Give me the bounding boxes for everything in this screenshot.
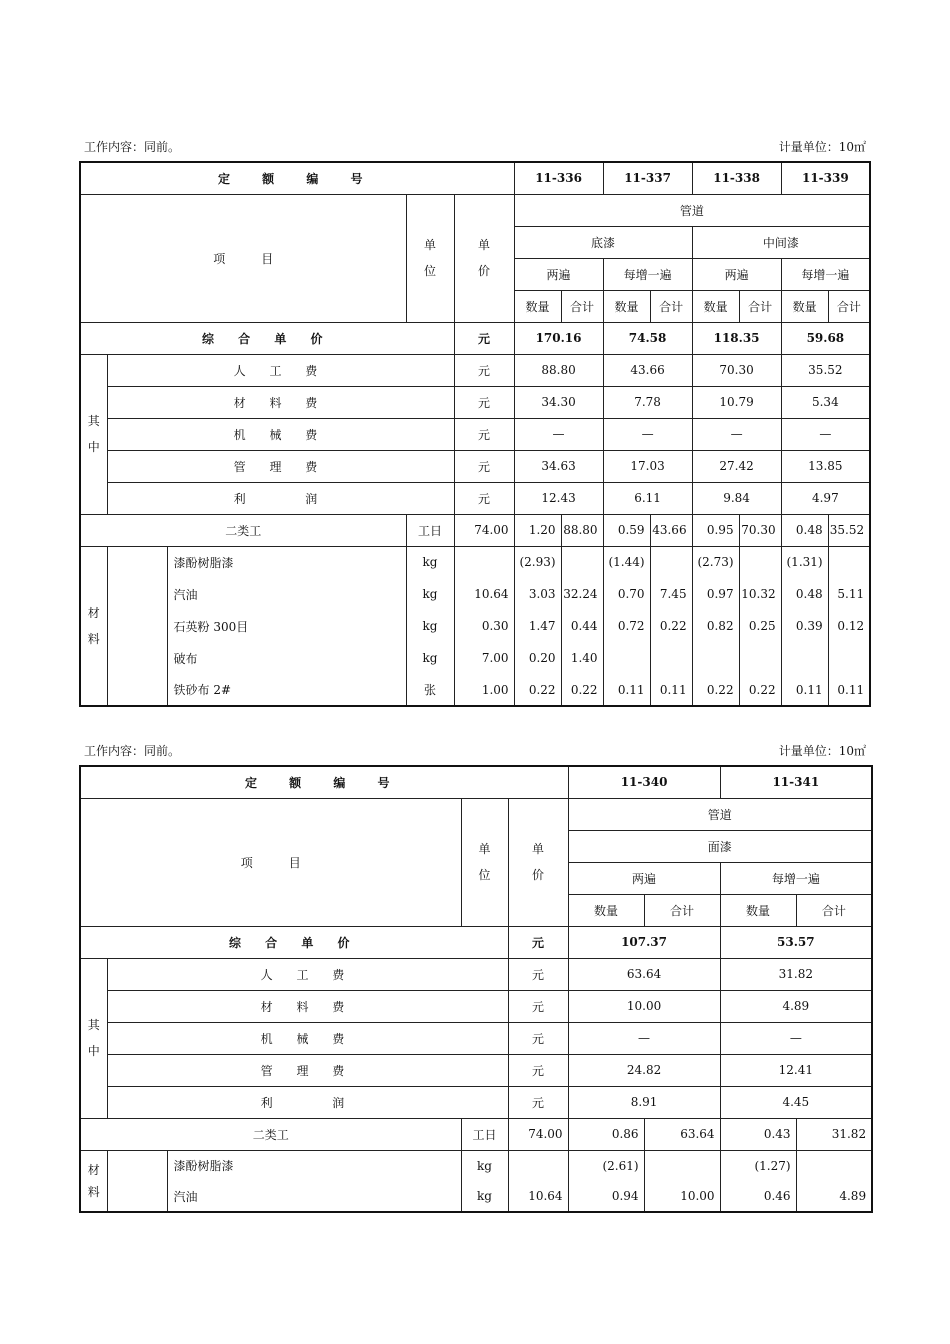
measure-unit-label: 计量单位：10㎡ <box>778 140 866 154</box>
material-cell <box>692 642 739 674</box>
material-cell: 0.22 <box>739 674 781 706</box>
cost-value: 24.82 <box>568 1054 720 1086</box>
material-cell: 4.89 <box>796 1181 872 1212</box>
material-label: 材料 <box>80 1150 107 1212</box>
material-cell: 0.94 <box>568 1181 644 1212</box>
unit-cell: 元 <box>454 354 514 386</box>
cost-value: 63.64 <box>568 958 720 990</box>
pass-header: 每增一遍 <box>781 258 870 290</box>
labor-cell: 1.20 <box>514 514 561 546</box>
cost-value: 10.79 <box>692 386 781 418</box>
material-cell: (1.27) <box>720 1150 796 1181</box>
price-header: 单价 <box>454 194 514 322</box>
subgroup-header: 中间漆 <box>692 226 870 258</box>
material-cell: 0.20 <box>514 642 561 674</box>
unit-cell: 元 <box>508 926 568 958</box>
material-name: 石英粉 300目 <box>167 610 406 642</box>
cost-value: — <box>568 1022 720 1054</box>
material-cell <box>650 642 692 674</box>
material-cell: (2.93) <box>514 546 561 578</box>
quota-code: 11-340 <box>568 766 720 798</box>
material-cell <box>650 546 692 578</box>
cost-value: 4.45 <box>720 1086 872 1118</box>
subgroup-header: 面漆 <box>568 830 872 862</box>
material-cell: (1.31) <box>781 546 828 578</box>
cost-value: 27.42 <box>692 450 781 482</box>
composite-value: 170.16 <box>514 322 603 354</box>
unit-cell: 元 <box>508 990 568 1022</box>
cost-value: 34.30 <box>514 386 603 418</box>
unit-cell: 张 <box>406 674 454 706</box>
material-cell: 7.45 <box>650 578 692 610</box>
material-cell <box>644 1150 720 1181</box>
material-cell: 0.22 <box>561 674 603 706</box>
labor-cell: 70.30 <box>739 514 781 546</box>
material-cell: 10.00 <box>644 1181 720 1212</box>
composite-value: 118.35 <box>692 322 781 354</box>
price-cell <box>508 1150 568 1181</box>
pass-header: 两遍 <box>514 258 603 290</box>
among-label: 其中 <box>80 354 107 514</box>
cost-value: 70.30 <box>692 354 781 386</box>
material-cell: 0.44 <box>561 610 603 642</box>
price-cell: 0.30 <box>454 610 514 642</box>
material-cell: 0.48 <box>781 578 828 610</box>
total-header: 合计 <box>828 290 870 322</box>
total-header: 合计 <box>650 290 692 322</box>
composite-value: 107.37 <box>568 926 720 958</box>
labor-cell: 88.80 <box>561 514 603 546</box>
group-header: 管道 <box>514 194 870 226</box>
cost-value: 13.85 <box>781 450 870 482</box>
material-name: 汽油 <box>167 578 406 610</box>
quota-number-label: 定 额 编 号 <box>80 766 568 798</box>
labor-cell: 0.43 <box>720 1118 796 1150</box>
composite-value: 59.68 <box>781 322 870 354</box>
material-name: 铁砂布 2# <box>167 674 406 706</box>
cost-value: 4.89 <box>720 990 872 1022</box>
unit-cell: 元 <box>454 482 514 514</box>
quota-code: 11-341 <box>720 766 872 798</box>
cost-name: 机 械 费 <box>107 418 454 450</box>
pass-header: 两遍 <box>568 862 720 894</box>
among-label: 其中 <box>80 958 107 1118</box>
cost-value: 34.63 <box>514 450 603 482</box>
work-content-label: 工作内容：同前。 <box>84 140 181 154</box>
material-cell: 0.82 <box>692 610 739 642</box>
price-header: 单价 <box>508 798 568 926</box>
labor-cell: 63.64 <box>644 1118 720 1150</box>
cost-value: 12.41 <box>720 1054 872 1086</box>
cost-name: 人 工 费 <box>107 354 454 386</box>
quota-code: 11-339 <box>781 162 870 194</box>
material-cell <box>828 546 870 578</box>
quota-code: 11-337 <box>603 162 692 194</box>
composite-value: 74.58 <box>603 322 692 354</box>
material-cell: 0.72 <box>603 610 650 642</box>
cost-value: 7.78 <box>603 386 692 418</box>
unit-cell: kg <box>461 1150 508 1181</box>
item-header: 项 目 <box>80 194 406 322</box>
cost-value: — <box>781 418 870 450</box>
material-cell: 0.97 <box>692 578 739 610</box>
cost-name: 管 理 费 <box>107 1054 508 1086</box>
price-cell: 1.00 <box>454 674 514 706</box>
qty-header: 数量 <box>603 290 650 322</box>
pass-header: 每增一遍 <box>603 258 692 290</box>
material-cell <box>739 642 781 674</box>
pass-header: 每增一遍 <box>720 862 872 894</box>
unit-cell: 工日 <box>461 1118 508 1150</box>
material-cell: 0.39 <box>781 610 828 642</box>
labor-name: 二类工 <box>80 514 406 546</box>
cost-name: 利 润 <box>107 1086 508 1118</box>
cost-name: 人 工 费 <box>107 958 508 990</box>
material-cell: 3.03 <box>514 578 561 610</box>
total-header: 合计 <box>561 290 603 322</box>
quota-table-2 <box>79 765 873 1213</box>
unit-header: 单位 <box>406 194 454 322</box>
material-blank-cell <box>107 546 167 706</box>
unit-header: 单位 <box>461 798 508 926</box>
material-label: 材料 <box>80 546 107 706</box>
material-cell: (1.44) <box>603 546 650 578</box>
material-cell: 0.22 <box>692 674 739 706</box>
pass-header: 两遍 <box>692 258 781 290</box>
material-cell: 0.22 <box>514 674 561 706</box>
cost-value: 17.03 <box>603 450 692 482</box>
cost-name: 材 料 费 <box>107 386 454 418</box>
material-name: 漆酚树脂漆 <box>167 546 406 578</box>
qty-header: 数量 <box>568 894 644 926</box>
quota-code: 11-338 <box>692 162 781 194</box>
labor-cell: 43.66 <box>650 514 692 546</box>
labor-cell: 35.52 <box>828 514 870 546</box>
total-header: 合计 <box>644 894 720 926</box>
labor-cell: 31.82 <box>796 1118 872 1150</box>
labor-cell: 0.48 <box>781 514 828 546</box>
unit-cell: 元 <box>454 322 514 354</box>
unit-cell: kg <box>406 546 454 578</box>
unit-cell: kg <box>406 610 454 642</box>
cost-value: — <box>603 418 692 450</box>
quota-table-1 <box>79 161 871 707</box>
unit-cell: 元 <box>454 418 514 450</box>
unit-cell: 元 <box>508 1022 568 1054</box>
unit-cell: kg <box>406 642 454 674</box>
material-cell: 0.25 <box>739 610 781 642</box>
material-cell: (2.73) <box>692 546 739 578</box>
cost-value: 8.91 <box>568 1086 720 1118</box>
cost-name: 材 料 费 <box>107 990 508 1022</box>
material-cell: 0.11 <box>603 674 650 706</box>
total-header: 合计 <box>796 894 872 926</box>
cost-value: 12.43 <box>514 482 603 514</box>
subgroup-header: 底漆 <box>514 226 692 258</box>
cost-name: 机 械 费 <box>107 1022 508 1054</box>
cost-value: 43.66 <box>603 354 692 386</box>
cost-name: 管 理 费 <box>107 450 454 482</box>
composite-price-label: 综 合 单 价 <box>80 926 508 958</box>
qty-header: 数量 <box>514 290 561 322</box>
cost-value: 6.11 <box>603 482 692 514</box>
price-cell <box>454 546 514 578</box>
labor-cell: 0.59 <box>603 514 650 546</box>
price-cell: 10.64 <box>508 1181 568 1212</box>
material-cell <box>739 546 781 578</box>
material-cell <box>561 546 603 578</box>
cost-value: — <box>720 1022 872 1054</box>
material-cell: 32.24 <box>561 578 603 610</box>
unit-cell: kg <box>406 578 454 610</box>
material-name: 汽油 <box>167 1181 461 1212</box>
material-cell: 0.12 <box>828 610 870 642</box>
unit-cell: 元 <box>454 450 514 482</box>
cost-value: 35.52 <box>781 354 870 386</box>
qty-header: 数量 <box>720 894 796 926</box>
cost-value: 88.80 <box>514 354 603 386</box>
material-blank-cell <box>107 1150 167 1212</box>
cost-value: — <box>514 418 603 450</box>
unit-cell: 元 <box>508 958 568 990</box>
qty-header: 数量 <box>692 290 739 322</box>
cost-name: 利 润 <box>107 482 454 514</box>
qty-header: 数量 <box>781 290 828 322</box>
material-cell: 1.47 <box>514 610 561 642</box>
price-cell: 74.00 <box>454 514 514 546</box>
material-name: 漆酚树脂漆 <box>167 1150 461 1181</box>
work-content-label: 工作内容：同前。 <box>84 744 181 758</box>
unit-cell: 工日 <box>406 514 454 546</box>
unit-cell: kg <box>461 1181 508 1212</box>
cost-value: 9.84 <box>692 482 781 514</box>
price-cell: 10.64 <box>454 578 514 610</box>
material-cell: (2.61) <box>568 1150 644 1181</box>
measure-unit-label: 计量单位：10㎡ <box>778 744 866 758</box>
unit-cell: 元 <box>508 1054 568 1086</box>
total-header: 合计 <box>739 290 781 322</box>
unit-cell: 元 <box>508 1086 568 1118</box>
composite-value: 53.57 <box>720 926 872 958</box>
cost-value: 5.34 <box>781 386 870 418</box>
quota-number-label: 定 额 编 号 <box>80 162 514 194</box>
cost-value: 10.00 <box>568 990 720 1022</box>
group-header: 管道 <box>568 798 872 830</box>
labor-name: 二类工 <box>80 1118 461 1150</box>
quota-code: 11-336 <box>514 162 603 194</box>
cost-value: 4.97 <box>781 482 870 514</box>
material-name: 破布 <box>167 642 406 674</box>
item-header: 项 目 <box>80 798 461 926</box>
material-cell: 0.11 <box>781 674 828 706</box>
material-cell: 1.40 <box>561 642 603 674</box>
material-cell <box>781 642 828 674</box>
material-cell: 10.32 <box>739 578 781 610</box>
unit-cell: 元 <box>454 386 514 418</box>
material-cell: 0.70 <box>603 578 650 610</box>
material-cell <box>828 642 870 674</box>
material-cell: 0.22 <box>650 610 692 642</box>
cost-value: 31.82 <box>720 958 872 990</box>
labor-cell: 0.86 <box>568 1118 644 1150</box>
cost-value: — <box>692 418 781 450</box>
material-cell <box>603 642 650 674</box>
material-cell: 0.11 <box>828 674 870 706</box>
price-cell: 7.00 <box>454 642 514 674</box>
composite-price-label: 综 合 单 价 <box>80 322 454 354</box>
material-cell: 0.46 <box>720 1181 796 1212</box>
labor-cell: 0.95 <box>692 514 739 546</box>
material-cell <box>796 1150 872 1181</box>
price-cell: 74.00 <box>508 1118 568 1150</box>
material-cell: 0.11 <box>650 674 692 706</box>
material-cell: 5.11 <box>828 578 870 610</box>
